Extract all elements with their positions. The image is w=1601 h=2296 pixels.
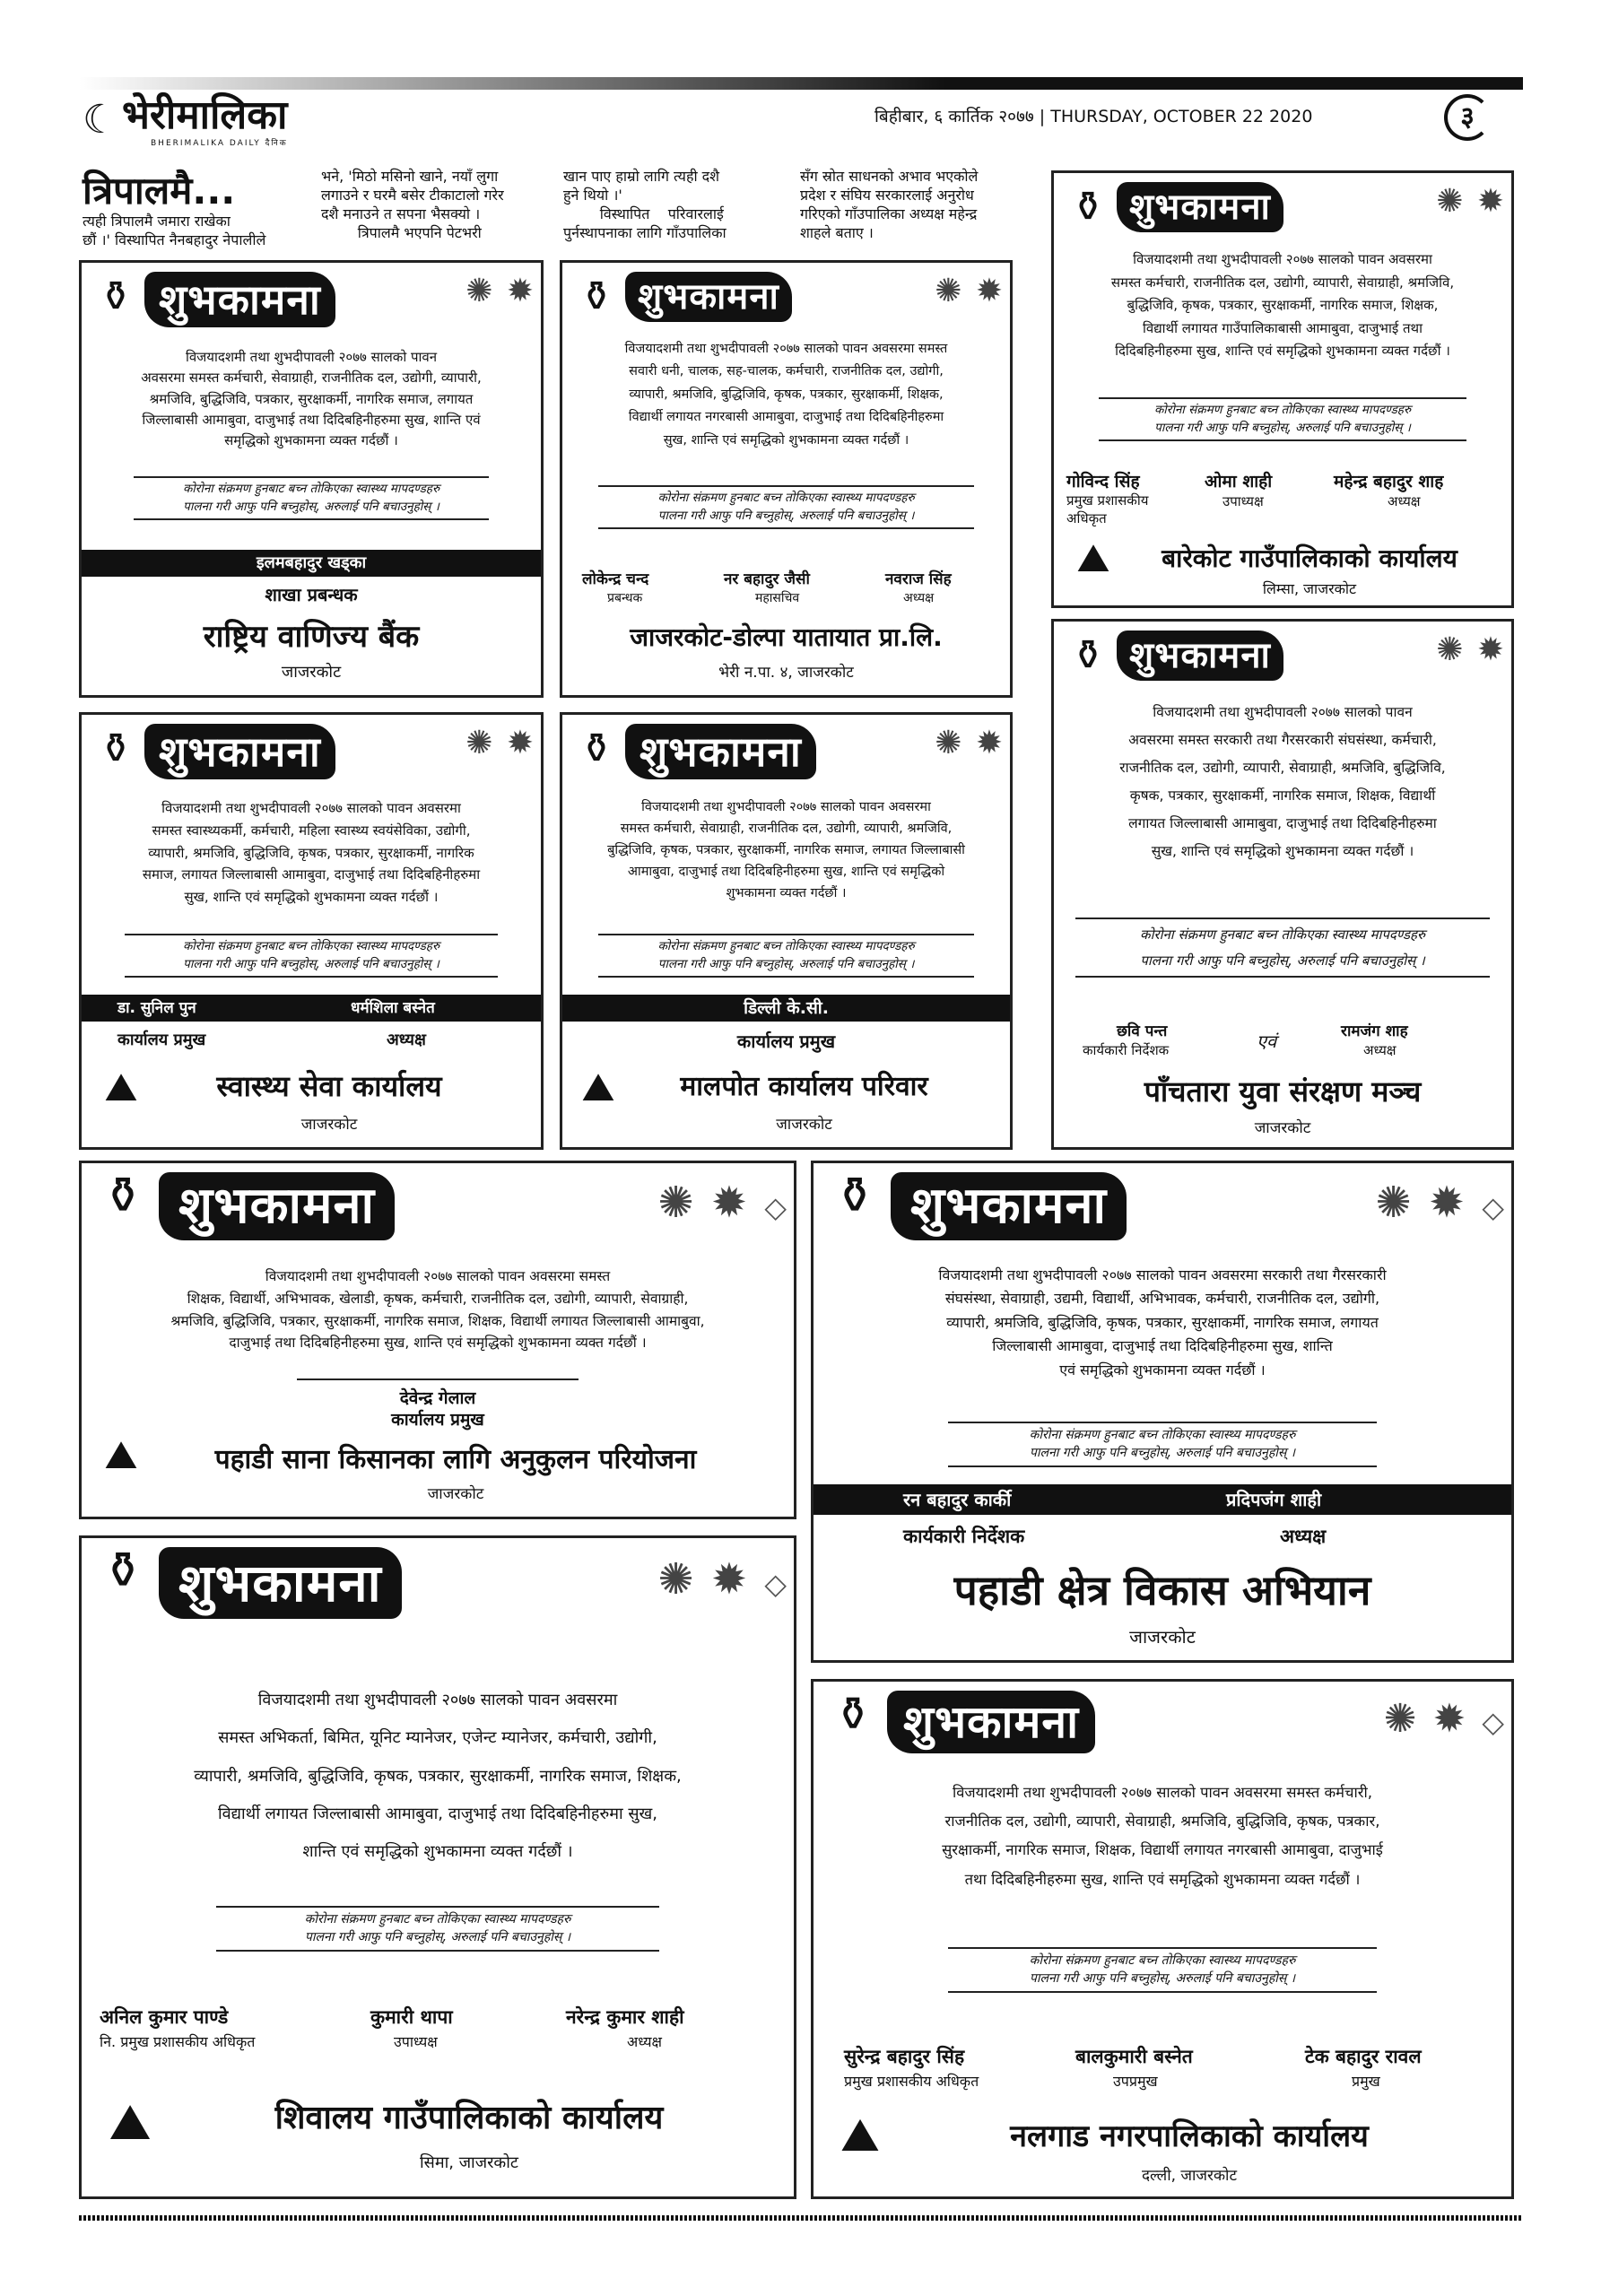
- logo-text: भेरीमालिका: [122, 92, 288, 138]
- bar-name-1: रन बहादुर कार्की: [903, 1489, 1012, 1510]
- signatory-role: कार्यालय प्रमुख: [391, 1410, 484, 1430]
- ad-banner: [82, 715, 541, 779]
- signatory-role: प्रमुख प्रशासकीय अधिकृत: [1066, 492, 1149, 526]
- signatory-name: छवि पन्त: [1117, 1022, 1168, 1040]
- ad-banner: [82, 263, 541, 327]
- nepal-emblem-icon: ⛰: [104, 1065, 138, 1110]
- ad-banner: [82, 1163, 794, 1243]
- ad-headline: शुभकामना: [1117, 182, 1283, 232]
- ad-location: जाजरकोट: [776, 1116, 832, 1134]
- nepal-emblem-icon: ⛰: [104, 1432, 138, 1478]
- ad-headline: शुभकामना: [159, 1547, 402, 1619]
- story-column-3: खान पाए हाम्रो लागि त्यही दशै हुने थियो ।' विस्थापित परिवारलाई पुर्नस्थापनाका लागि गाँउपालिका: [563, 168, 727, 241]
- ad-location: जाजरकोट: [1129, 1626, 1196, 1648]
- signatory-role: कार्यकारी निर्देशक: [903, 1526, 1025, 1547]
- kalash-icon: ⚱: [98, 724, 134, 772]
- kite-icon: ◇: [764, 1190, 788, 1224]
- ad-note: कोरोना संक्रमण हुनबाट बच्न तोकिएका स्वास्थ्य मापदण्डहरु पालना गरी आफु पनि बच्नुहोस्, अरुलाई पनि बचाउनुहोस् ।: [598, 485, 974, 529]
- ad-location: सिमा, जाजरकोट: [420, 2153, 518, 2172]
- signatory-role: अध्यक्ष: [627, 2033, 662, 2050]
- ad-location: भेरी न.पा. ४, जाजरकोट: [718, 664, 854, 682]
- ad-organization: बारेकोट गाउँपालिकाको कार्यालय: [1162, 544, 1457, 573]
- ad-name-bar: इलमबहादुर खड्का: [82, 550, 541, 577]
- kalash-icon: ⚱: [98, 272, 134, 320]
- signatory-role: नि. प्रमुख प्रशासकीय अधिकृत: [100, 2033, 256, 2050]
- ad-banner: [82, 1538, 794, 1622]
- ad-banner: [562, 263, 1010, 326]
- ad-headline: शुभकामना: [144, 272, 335, 327]
- signatory-role: कार्यकारी निर्देशक: [1083, 1042, 1170, 1058]
- kite-icon: ◇: [1482, 1705, 1506, 1739]
- bar-name-2: धर्मशिला बस्नेत: [351, 999, 435, 1017]
- firework-icon: ✺ ✹ ◇: [1375, 1178, 1506, 1228]
- kite-icon: ◇: [1482, 1190, 1506, 1224]
- ad-headline: शुभकामना: [159, 1172, 395, 1240]
- ad-location: जाजरकोट: [427, 1485, 484, 1503]
- ad-banner: [814, 1163, 1511, 1243]
- firework-icon: ✺ ✹ ◇: [657, 1178, 788, 1228]
- moon-arc-icon: [1444, 94, 1491, 141]
- ad-note: कोरोना संक्रमण हुनबाट बच्न तोकिएका स्वास्थ्य मापदण्डहरु पालना गरी आफु पनि बच्नुहोस्, अरुलाई पनि बचाउनुहोस् ।: [216, 1906, 659, 1952]
- signatory-name: नर बहादुर जैसी: [724, 570, 810, 588]
- kalash-icon: ⚱: [833, 1688, 873, 1742]
- ad-organization: पाँचतारा युवा संरक्षण मञ्च: [1144, 1074, 1422, 1109]
- signatory-name: महेन्द्र बहादुर शाह: [1334, 472, 1444, 491]
- ad-organization: शिवालय गाउँपालिकाको कार्यालय: [274, 2100, 664, 2136]
- ad-organization: पहाडी क्षेत्र विकास अभियान: [953, 1566, 1371, 1614]
- ad-note: कोरोना संक्रमण हुनबाट बच्न तोकिएका स्वास्थ्य मापदण्डहरु पालना गरी आफु पनि बच्नुहोस्, अरुलाई पनि बचाउनुहोस् ।: [1075, 918, 1490, 978]
- firework-icon: ✺ ✹: [1436, 631, 1506, 668]
- kite-icon: ◇: [764, 1567, 788, 1601]
- firework-icon: ✺ ✹: [935, 273, 1005, 309]
- firework-icon: ✺ ✹ ◇: [657, 1554, 788, 1605]
- kalash-icon: ⚱: [101, 1167, 144, 1225]
- ad-location: जाजरकोट: [300, 1116, 358, 1134]
- ad-body: विजयादशमी तथा शुभदीपावली २०७७ सालको पावन अवसरमा समस्त सवारी धनी, चालक, सह-चालक, कर्मचारी, राजनीतिक दल, उद्योगी, व्यापारी, श्रमजिवि, बुद्धिजिवि, कृषक, पत्रकार, सुरक्षाकर्मी, शिक्षक, विद्यार्थी लगायत नगरबासी आमाबुवा, दाजुभाई तथा दिदिबहिनीहरुमा सुख, शान्ति एवं समृद्धिको शुभकामना व्यक्त गर्दछौं ।: [624, 342, 948, 448]
- kalash-icon: ⚱: [579, 272, 614, 320]
- ad-headline: शुभकामना: [887, 1691, 1095, 1753]
- ad-rastriya-banijya-bank: [79, 260, 544, 698]
- ad-note: कोरोना संक्रमण हुनबाट बच्न तोकिएका स्वास्थ्य मापदण्डहरु पालना गरी आफु पनि बच्नुहोस्, अरुलाई पनि बचाउनुहोस् ।: [948, 1422, 1377, 1467]
- signatory-role: उपाध्यक्ष: [1223, 493, 1264, 509]
- signatory-name: टेक बहादुर रावल: [1305, 2046, 1422, 2067]
- signatory-role: प्रमुख: [1352, 2073, 1380, 2090]
- ad-role: शाखा प्रबन्धक: [265, 584, 358, 605]
- ad-organization: जाजरकोट-डोल्पा यातायात प्रा.लि.: [630, 622, 943, 652]
- ad-pahadi-kshetra-bikas-abhiyan: [811, 1161, 1514, 1663]
- signatory-role: उपाध्यक्ष: [394, 2033, 438, 2050]
- signatory-role: अध्यक्ष: [1363, 1042, 1397, 1058]
- firework-icon: ✺ ✹: [466, 725, 535, 761]
- ad-note: कोरोना संक्रमण हुनबाट बच्न तोकिएका स्वास्थ्य मापदण्डहरु पालना गरी आफु पनि बच्नुहोस्, अरुलाई पनि बचाउनुहोस् ।: [1099, 397, 1466, 441]
- ad-malpot-karyalaya: [560, 712, 1013, 1150]
- signatory-role: अध्यक्ष: [903, 591, 935, 605]
- date-line: बिहीबार, ६ कार्तिक २०७७ | THURSDAY, OCTOBER 22 2020: [874, 107, 1313, 126]
- ad-banner: [1054, 173, 1511, 236]
- story-heading: त्रिपालमै...: [83, 169, 236, 213]
- signatory-name: नवराज सिंह: [885, 570, 952, 588]
- ad-name-bar: डिल्ली के.सी.: [562, 995, 1010, 1022]
- ad-shivalaya-gaunpalika: [79, 1535, 796, 2199]
- ad-pahadi-sana-kisan: [79, 1161, 796, 1519]
- page-number: ३: [1444, 90, 1491, 145]
- firework-icon: ✺ ✹: [935, 725, 1005, 761]
- signatory-name: रामजंग शाह: [1341, 1022, 1408, 1040]
- footer-dotted-rule: [79, 2215, 1523, 2221]
- ad-name-bar: [814, 1484, 1511, 1515]
- kalash-icon: ⚱: [833, 1167, 876, 1225]
- ad-organization: नलगाड नगरपालिकाको कार्यालय: [1010, 2118, 1369, 2154]
- firework-icon: ✺ ✹ ◇: [1383, 1696, 1506, 1742]
- ad-headline: शुभकामना: [144, 724, 335, 779]
- nepal-emblem-icon: ⛰: [581, 1065, 615, 1110]
- signatory-role: अध्यक्ष: [1388, 493, 1421, 509]
- ad-role: कार्यालय प्रमुख: [736, 1031, 836, 1052]
- signatory-name: सुरेन्द्र बहादुर सिंह: [844, 2046, 965, 2067]
- crescent-icon: ☾: [83, 97, 118, 143]
- ad-location: जाजरकोट: [281, 663, 342, 682]
- ad-body: विजयादशमी तथा शुभदीपावली २०७७ सालको पावन अवसरमा समस्त सरकारी तथा गैरसरकारी संघसंस्था, कर्मचारी, राजनीतिक दल, उद्योगी, व्यापारी, सेवाग्राही, श्रमजिवि, बुद्धिजिवि, कृषक, पत्रकार, सुरक्षाकर्मी, नागरिक समाज, शिक्षक, विद्यार्थी लगायत जिल्लाबासी आमाबुवा, दाजुभाई तथा दिदिबहिनीहरुमा सुख, शान्ति एवं समृद्धिको शुभकामना व्यक्त गर्दछौं ।: [1119, 704, 1446, 859]
- bar-name-1: डा. सुनिल पुन: [117, 999, 196, 1017]
- ad-panchtara-yuwa-sanrakshan: [1051, 619, 1514, 1150]
- ad-jajarkot-dolpa-yatayat: [560, 260, 1013, 698]
- ad-location: लिम्सा, जाजरकोट: [1262, 580, 1357, 597]
- story-column-2: भने, 'मिठो मसिनो खाने, नयाँ लुगा लगाउने र घरमै बसेर टीकाटालो गरेर दशै मनाउने त सपना भैसक्यो । त्रिपालमै भएपनि पेटभरी: [321, 168, 504, 241]
- kalash-icon: ⚱: [1070, 182, 1106, 230]
- ad-body: विजयादशमी तथा शुभदीपावली २०७७ सालको पावन अवसरमा समस्त कर्मचारी, राजनीतिक दल, उद्योगी, व्यापारी, सेवाग्राही, श्रमजिवि, बुद्धिजिवि, कृषक, पत्रकार, सुरक्षाकर्मी, नागरिक समाज, शिक्षक, विद्यार्थी लगायत गाउँपालिकाबासी आमाबुवा, दाजुभाई तथा दिदिबहिनीहरुमा सुख, शान्ति एवं समृद्धिको शुभकामना व्यक्त गर्दछौं ।: [1110, 251, 1455, 359]
- ad-organization: पहाडी साना किसानका लागि अनुकुलन परियोजना: [214, 1444, 697, 1475]
- signatory-name: ओमा शाही: [1205, 472, 1273, 491]
- ad-body: विजयादशमी तथा शुभदीपावली २०७७ सालको पावन अवसरमा सरकारी तथा गैरसरकारी संघसंस्था, सेवाग्राही, उद्यमी, विद्यार्थी, अभिभावक, कर्मचारी, राजनीतिक दल, उद्योगी, व्यापारी, श्रमजिवि, बुद्धिजिवि, कृषक, पत्रकार, सुरक्षाकर्मी, नागरिक समाज, लगायत जिल्लाबासी आमाबुवा, दाजुभाई तथा दिदिबहिनीहरुमा सुख, शान्ति एवं समृद्धिको शुभकामना व्यक्त गर्दछौं ।: [938, 1266, 1387, 1378]
- ad-headline: शुभकामना: [891, 1172, 1127, 1240]
- signatory-name: अनिल कुमार पाण्डे: [100, 2006, 229, 2028]
- logo-subtitle: BHERIMALIKA DAILY दैनिक: [151, 139, 288, 148]
- nepal-emblem-icon: ⛰: [840, 2109, 880, 2162]
- ad-body: विजयादशमी तथा शुभदीपावली २०७७ सालको पावन अवसरमा समस्त अभिकर्ता, बिमित, यूनिट म्यानेजर, एजेन्ट म्यानेजर, कर्मचारी, उद्योगी, व्यापारी, श्रमजिवि, बुद्धिजिवि, कृषक, पत्रकार, सुरक्षाकर्मी, नागरिक समाज, शिक्षक, विद्यार्थी लगायत जिल्लाबासी आमाबुवा, दाजुभाई तथा दिदिबहिनीहरुमा सुख, शान्ति एवं समृद्धिको शुभकामना व्यक्त गर्दछौं ।: [194, 1691, 682, 1862]
- ad-body: विजयादशमी तथा शुभदीपावली २०७७ सालको पावन अवसरमा समस्त कर्मचारी, सेवाग्राही, राजनीतिक दल, उद्योगी, व्यापारी, श्रमजिवि, बुद्धिजिवि, कृषक, पत्रकार, सुरक्षाकर्मी, नागरिक समाज, लगायत जिल्लाबासी आमाबुवा, दाजुभाई तथा दिदिबहिनीहरुमा सुख, शान्ति एवं समृद्धिको शुभकामना व्यक्त गर्दछौं ।: [607, 800, 965, 900]
- signatory-name: बालकुमारी बस्नेत: [1075, 2046, 1193, 2067]
- nepal-emblem-icon: ⛰: [109, 2093, 152, 2152]
- signatory-role: उपप्रमुख: [1113, 2073, 1158, 2090]
- signatory-name: गोविन्द सिंह: [1066, 472, 1140, 491]
- bar-name-2: प्रदिपजंग शाही: [1226, 1489, 1322, 1510]
- masthead-logo: [83, 91, 343, 149]
- ad-swasthya-sewa-karyalaya: [79, 712, 544, 1150]
- ad-body: विजयादशमी तथा शुभदीपावली २०७७ सालको पावन अवसरमा समस्त शिक्षक, विद्यार्थी, अभिभावक, खेलाडी, कृषक, कर्मचारी, राजनीतिक दल, उद्योगी, व्यापारी, सेवाग्राही, श्रमजिवि, बुद्धिजिवि, पत्रकार, सुरक्षाकर्मी, नागरिक समाज, शिक्षक, विद्यार्थी लगायत जिल्लाबासी आमाबुवा, दाजुभाई तथा दिदिबहिनीहरुमा सुख, शान्ति एवं समृद्धिको शुभकामना व्यक्त गर्दछौं ।: [170, 1268, 705, 1352]
- firework-icon: ✺ ✹: [466, 273, 535, 309]
- ad-note: कोरोना संक्रमण हुनबाट बच्न तोकिएका स्वास्थ्य मापदण्डहरु पालना गरी आफु पनि बच्नुहोस्, अरुलाई पनि बचाउनुहोस् ।: [134, 476, 489, 520]
- signatory-role: प्रबन्धक: [607, 591, 643, 605]
- ad-organization: स्वास्थ्य सेवा कार्यालय: [216, 1069, 442, 1103]
- signatory-name: देवेन्द्र गेलाल: [297, 1378, 579, 1409]
- signatory-role: अध्यक्ष: [387, 1031, 426, 1049]
- ad-nalgad-nagarpalika: [811, 1679, 1514, 2199]
- signatory-role: महासचिव: [755, 591, 800, 605]
- ad-headline: शुभकामना: [625, 724, 816, 779]
- signatory-name: कुमारी थापा: [370, 2006, 453, 2028]
- signatory-role: कार्यालय प्रमुख: [117, 1031, 206, 1049]
- kalash-icon: ⚱: [579, 724, 614, 772]
- firework-icon: ✺ ✹: [1436, 183, 1506, 220]
- ad-banner: [1054, 622, 1511, 684]
- signatory-role: प्रमुख प्रशासकीय अधिकृत: [844, 2073, 979, 2090]
- ad-name-bar: [82, 995, 541, 1022]
- story-column-1: त्यही त्रिपालमै जमारा राखेका छौं ।' विस्थापित नैनबहादुर नेपालीले: [83, 213, 266, 248]
- ad-headline: शुभकामना: [1117, 631, 1283, 681]
- signatory-role: अध्यक्ष: [1280, 1526, 1327, 1547]
- ad-body: विजयादशमी तथा शुभदीपावली २०७७ सालको पावन अवसरमा समस्त कर्मचारी, राजनीतिक दल, उद्योगी, व्यापारी, सेवाग्राही, श्रमजिवि, बुद्धिजिवि, कृषक, पत्रकार, सुरक्षाकर्मी, नागरिक समाज, शिक्षक, विद्यार्थी लगायत नगरबासी आमाबुवा, दाजुभाई तथा दिदिबहिनीहरुमा सुख, शान्ति एवं समृद्धिको शुभकामना व्यक्त गर्दछौं ।: [942, 1784, 1383, 1888]
- ad-banner: [814, 1682, 1511, 1756]
- ad-organization: मालपोत कार्यालय परिवार: [680, 1071, 928, 1102]
- ad-location: जाजरकोट: [1254, 1119, 1311, 1137]
- ad-body: विजयादशमी तथा शुभदीपावली २०७७ सालको पावन अवसरमा समस्त कर्मचारी, सेवाग्राही, राजनीतिक दल, उद्योगी, व्यापारी, श्रमजिवि, बुद्धिजिवि, पत्रकार, सुरक्षाकर्मी, नागरिक समाज, लगायत जिल्लाबासी आमाबुवा, दाजुभाई तथा दिदिबहिनीहरुमा सुख, शान्ति एवं समृद्धिको शुभकामना व्यक्त गर्दछौं ।: [141, 349, 482, 448]
- header-top-bar: [79, 77, 1523, 90]
- kalash-icon: ⚱: [1070, 631, 1106, 679]
- ad-note: कोरोना संक्रमण हुनबाट बच्न तोकिएका स्वास्थ्य मापदण्डहरु पालना गरी आफु पनि बच्नुहोस्, अरुलाई पनि बचाउनुहोस् ।: [125, 934, 498, 978]
- ad-note: कोरोना संक्रमण हुनबाट बच्न तोकिएका स्वास्थ्य मापदण्डहरु पालना गरी आफु पनि बच्नुहोस्, अरुलाई पनि बचाउनुहोस् ।: [598, 934, 974, 978]
- ad-location: दल्ली, जाजरकोट: [1141, 2167, 1238, 2185]
- conjunction-text: एवं: [1257, 1031, 1277, 1052]
- story-column-4: सँग स्रोत साधनको अभाव भएकोले प्रदेश र संघिय सरकारलाई अनुरोध गरिएको गाँउपालिका अध्यक्ष महेन्द्र शाहले बताए ।: [800, 168, 979, 241]
- signatory-name: लोकेन्द्र चन्द: [582, 570, 649, 588]
- ad-banner: [562, 715, 1010, 779]
- nepal-emblem-icon: ⛰: [1076, 535, 1110, 581]
- ad-barekot-gaunpalika: [1051, 170, 1514, 608]
- ad-body: विजयादशमी तथा शुभदीपावली २०७७ सालको पावन अवसरमा समस्त स्वास्थ्यकर्मी, कर्मचारी, महिला स्वास्थ्य स्वयंसेविका, उद्योगी, व्यापारी, श्रमजिवि, बुद्धिजिवि, कृषक, पत्रकार, सुरक्षाकर्मी, नागरिक समाज, लगायत जिल्लाबासी आमाबुवा, दाजुभाई तथा दिदिबहिनीहरुमा सुख, शान्ति एवं समृद्धिको शुभकामना व्यक्त गर्दछौं ।: [142, 800, 481, 905]
- signatory-name: नरेन्द्र कुमार शाही: [566, 2006, 684, 2028]
- ad-note: कोरोना संक्रमण हुनबाट बच्न तोकिएका स्वास्थ्य मापदण्डहरु पालना गरी आफु पनि बच्नुहोस्, अरुलाई पनि बचाउनुहोस् ।: [948, 1947, 1377, 1993]
- ad-headline: शुभकामना: [625, 272, 792, 322]
- kalash-icon: ⚱: [101, 1542, 144, 1600]
- ad-organization: राष्ट्रिय वाणिज्य बैंक: [203, 619, 420, 655]
